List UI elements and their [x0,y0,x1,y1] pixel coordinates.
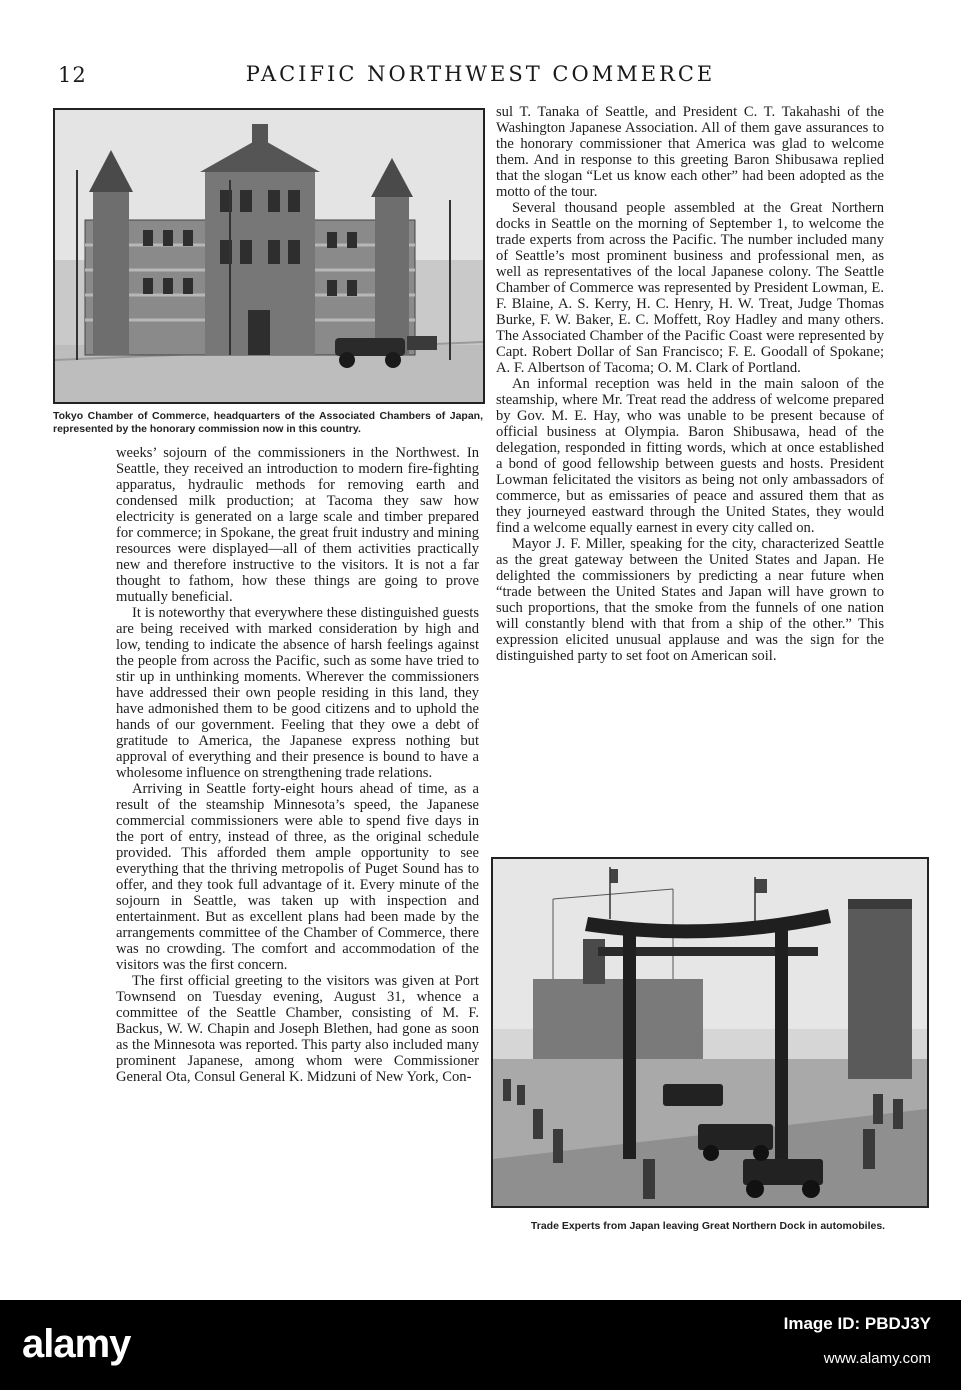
page-number: 12 [58,63,87,87]
image-id-label: Image ID: PBDJ3Y [783,1314,931,1333]
left-paragraph: Arriving in Seattle forty-eight hours ahead of time, as a result of the steamship Minnesota’s speed, the Japanese commercial commissioners were able to spend five days in the port of entry, instead of three, as the original schedule provided. This afforded them ample opportunity to see everything that the thriving metropolis of Puget Sound has to offer, and they took full advantage of it. Every minute of the sojourn in Seattle, was taken up with inspection and entertainment. But as excellent plans had been made by the arrangements committee of the Chamber of Commerce, there was no crowding. The comfort and accommodation of the visitors was the first concern. [116,781,479,973]
right-column [496,104,884,664]
site-url-link[interactable]: www.alamy.com [823,1350,931,1367]
left-paragraph: weeks’ sojourn of the commissioners in the Northwest. In Seattle, they received an introduction to modern fire-fighting apparatus, hydraulic methods for removing earth and condensed milk production; at Tacoma they saw how electricity is generated on a large scale and timber prepared for commerce; in Spokane, the great fruit industry and mining resources were displayed—all of them activities practically new and therefore instructive to the visitors. It is not a far thought to fathom, how these things are going to prove mutually beneficial. [116,445,479,605]
alamy-logo[interactable]: alamy [22,1322,131,1366]
bottom-photo-caption: Trade Experts from Japan leaving Great Northern Dock in automobiles. [530,1220,886,1232]
left-paragraph: The first official greeting to the visitors was given at Port Townsend on Tuesday evening, August 31, whence a committee of the Seattle Chamber, consisting of M. F. Backus, W. W. Chapin and Joseph Blethen, had gone as soon as the Minnesota was reported. This party also included many prominent Japanese, among whom were Commissioner General Ota, Consul General K. Midzuni of New York, Con- [116,973,479,1085]
running-title: PACIFIC NORTHWEST COMMERCE [245,62,716,86]
left-column [116,445,479,1085]
tokyo-chamber-photo [53,108,485,404]
top-photo-caption: Tokyo Chamber of Commerce, headquarters of the Associated Chambers of Japan, represented by the honorary commission now in this country. [53,410,483,435]
right-paragraph: An informal reception was held in the main saloon of the steamship, where Mr. Treat read the address of welcome prepared by Gov. M. E. Hay, who was unable to be present because of official business at Olympia. Baron Shibusawa, head of the delegation, responded in fitting words, which at once established a bond of good fellowship between guests and hosts. President Lowman felicitated the visitors as being not only ambassadors of commerce, but as emissaries of peace and assured them that as they journeyed eastward through the United States, they would find a welcome equally earnest in every city called on. [496,376,884,536]
left-paragraph: It is noteworthy that everywhere these distinguished guests are being received with marked consideration by high and low, tending to indicate the absence of harsh feelings against the people from across the Pacific, such as some have tried to stir up in unthinking moments. Wherever the commissioners have addressed their own people residing in this land, they have admonished them to be good citizens and to uphold the hands of our government. Feeling that they owe a debt of gratitude to America, the Japanese express nothing but approval of everything and their presence is bound to have a wholesome influence on strengthening trade relations. [116,605,479,781]
right-paragraph: Several thousand people assembled at the Great Northern docks in Seattle on the morning of September 1, to welcome the trade experts from across the Pacific. The number included many of Seattle’s most prominent business and professional men, as well as representatives of the local Japanese colony. The Seattle Chamber of Commerce was represented by President Lowman, E. F. Blaine, A. S. Kerry, H. C. Henry, H. W. Treat, Judge Thomas Burke, F. W. Baker, E. C. Moffett, Roy Hadley and many others. The Associated Chamber of the Pacific Coast were represented by Capt. Robert Dollar of San Francisco; F. E. Goodall of Spokane; A. F. Albertson of Tacoma; O. M. Clark of Portland. [496,200,884,376]
great-northern-dock-photo [491,857,929,1208]
right-paragraph: Mayor J. F. Miller, speaking for the city, characterized Seattle as the great gateway between the United States and Japan. He delighted the commissioners by predicting a near future when “trade between the United States and Japan will have grown to such proportions, that the smoke from the funnels of one nation will constantly blend with that from a ship of the other.” This expression elicited unusual applause and was the sign for the distinguished party to set foot on American soil. [496,536,884,664]
right-paragraph: sul T. Tanaka of Seattle, and President C. T. Takahashi of the Washington Japanese Association. All of them gave assurances to the honorary commissioner that America was glad to welcome them. And in response to this greeting Baron Shibusawa replied that the slogan “Let us know each other” had been adopted as the motto of the tour. [496,104,884,200]
